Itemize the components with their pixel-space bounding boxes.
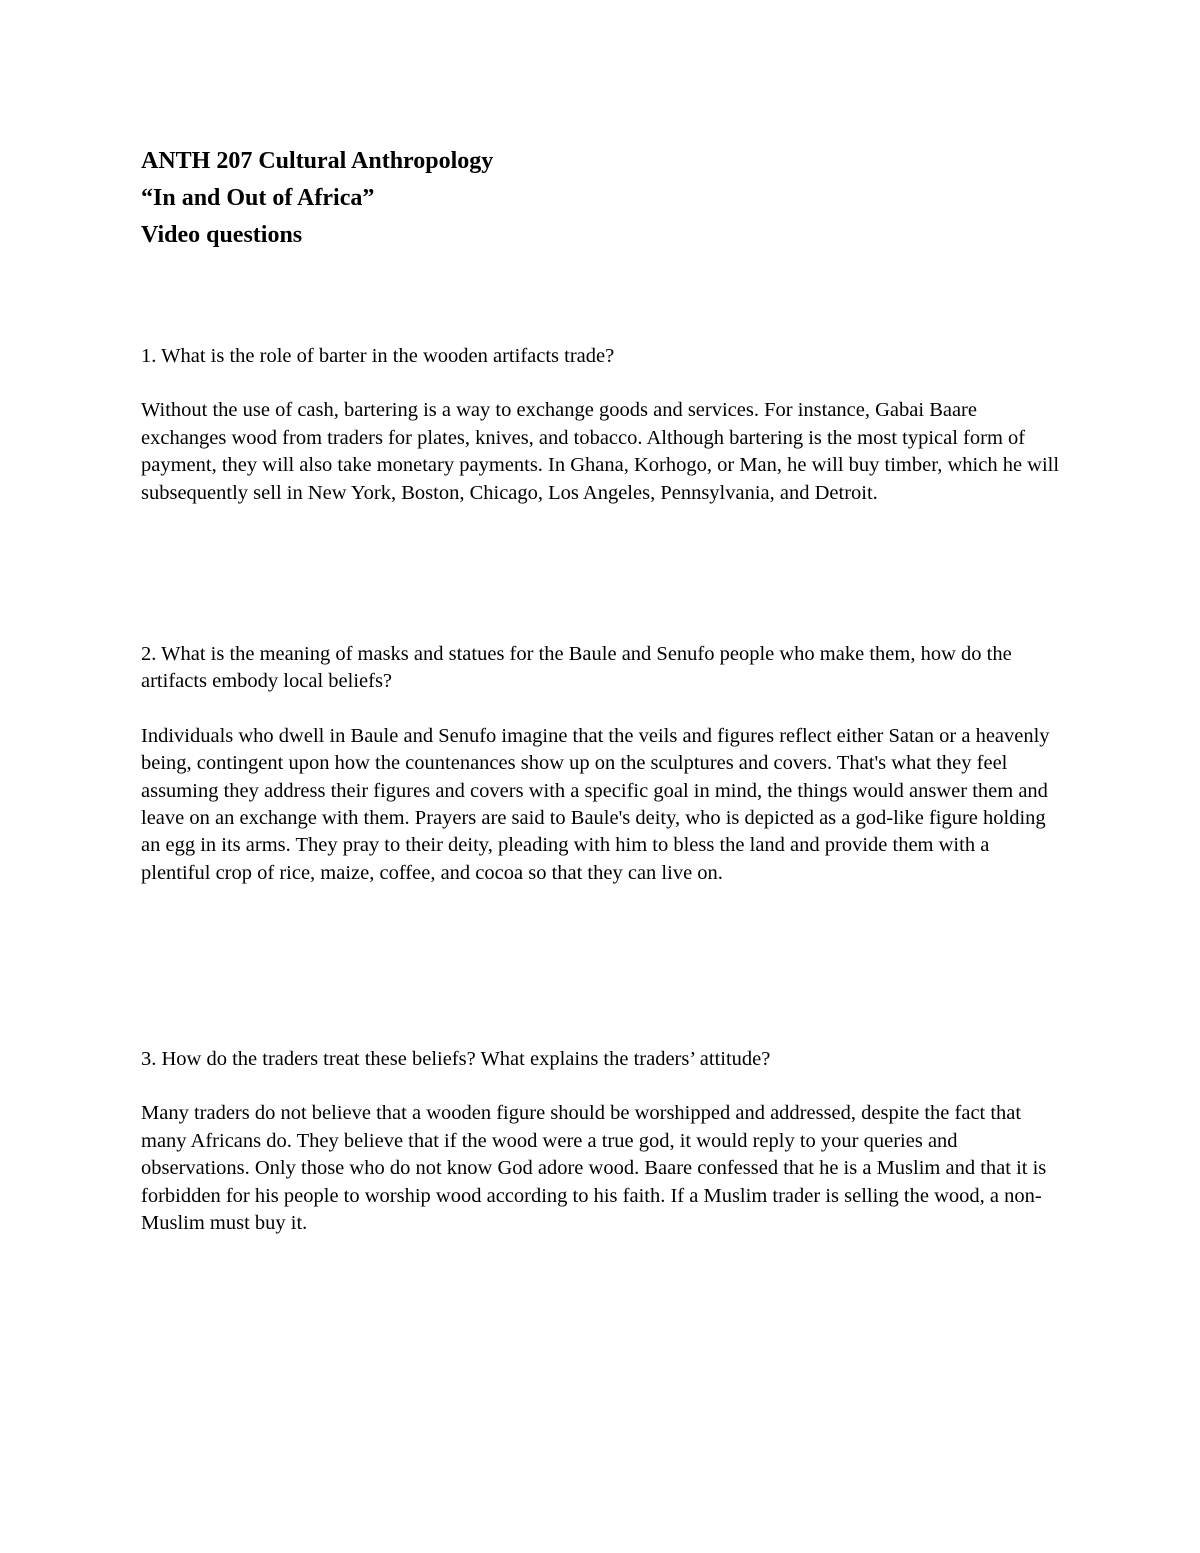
question-block-2: [141, 641, 1061, 887]
question-block-1: [141, 343, 1061, 507]
document-header: [141, 143, 1041, 254]
question-2-text: 2. What is the meaning of masks and statues for the Baule and Senufo people who make them, how do the artifacts embody local beliefs?: [141, 643, 1012, 693]
document-title: “In and Out of Africa”: [141, 185, 375, 211]
document-subtitle: Video questions: [141, 222, 303, 248]
answer-2-text: Individuals who dwell in Baule and Senufo imagine that the veils and figures reflect either Satan or a heavenly being, contingent upon how the countenances show up on the sculptures and covers. That's what they feel assuming they address their figures and covers with a specific goal in mind, the things would answer them and leave on an exchange with them. Prayers are said to Baule's deity, who is depicted as a god-like figure holding an egg in its arms. They pray to their deity, pleading with him to bless the land and provide them with a plentiful crop of rice, maize, coffee, and cocoa so that they can live on.: [141, 724, 1050, 884]
question-1-text: 1. What is the role of barter in the wooden artifacts trade?: [141, 345, 615, 367]
question-3-text: 3. How do the traders treat these beliefs? What explains the traders’ attitude?: [141, 1048, 771, 1070]
course-title: ANTH 207 Cultural Anthropology: [141, 148, 494, 174]
question-block-3: [141, 1046, 1061, 1237]
answer-1-text: Without the use of cash, bartering is a way to exchange goods and services. For instance, Gabai Baare exchanges wood from traders for plates, knives, and tobacco. Although bartering is the most typical form of payment, they will also take monetary payments. In Ghana, Korhogo, or Man, he will buy timber, which he will subsequently sell in New York, Boston, Chicago, Los Angeles, Pennsylvania, and Detroit.: [141, 399, 1060, 504]
answer-3-text: Many traders do not believe that a wooden figure should be worshipped and addressed, despite the fact that many Africans do. They believe that if the wood were a true god, it would reply to your queries and observations. Only those who do not know God adore wood. Baare confessed that he is a Muslim and that it is forbidden for his people to worship wood according to his faith. If a Muslim trader is selling the wood, a non-Muslim must buy it.: [141, 1102, 1047, 1235]
